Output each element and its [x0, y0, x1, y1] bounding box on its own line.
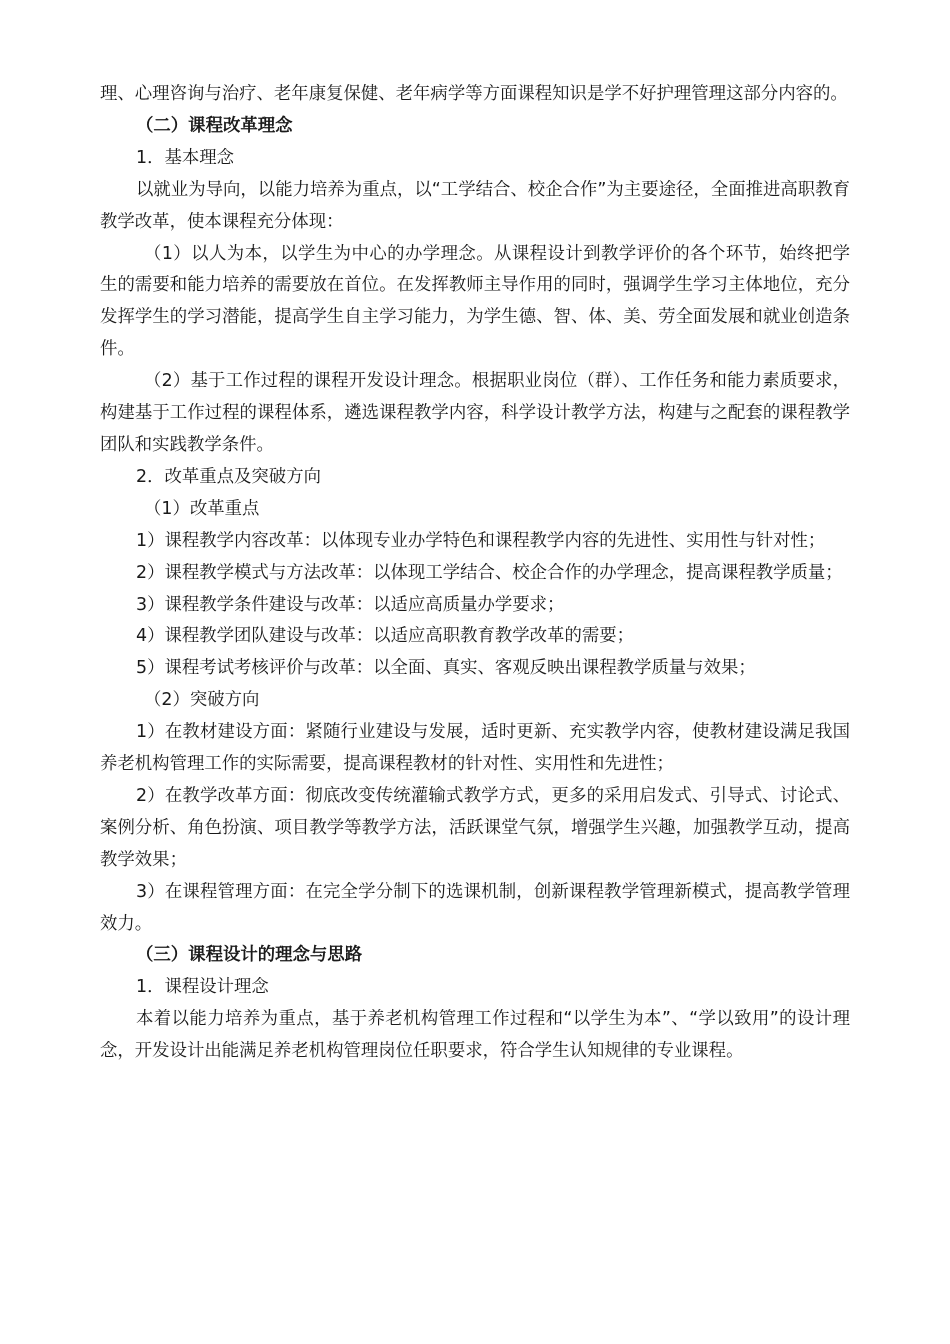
paragraph-work-process: （2）基于工作过程的课程开发设计理念。根据职业岗位（群）、工作任务和能力素质要求，构建基于工作过程的课程体系，遴选课程教学内容，科学设计教学方法，构建与之配套的课程教学团队和实践教学条件。	[100, 371, 850, 455]
list-item-condition-reform: 3）课程教学条件建设与改革：以适应高质量办学要求；	[136, 594, 565, 615]
subheading-basic-concept: 1．基本理念	[136, 147, 235, 168]
subheading-design-concept: 1．课程设计理念	[136, 977, 269, 998]
paragraph-people-oriented: （1）以人为本，以学生为中心的办学理念。从课程设计到教学评价的各个环节，始终把学生的需要和能力培养的需要放在首位。在发挥教师主导作用的同时，强调学生学习主体地位，充分发挥学生的学习潜能，提高学生自主学习能力，为学生德、智、体、美、劳全面发展和就业创造条件。	[100, 243, 850, 360]
list-item-teaching: 2）在教学改革方面：彻底改变传统灌输式教学方式，更多的采用启发式、引导式、讨论式、案例分析、角色扮演、项目教学等教学方法，活跃课堂气氛，增强学生兴趣，加强教学互动，提高教学效果；	[100, 785, 850, 870]
list-item-team-reform: 4）课程教学团队建设与改革：以适应高职教育教学改革的需要；	[136, 626, 635, 647]
list-heading-reform-key: （1）改革重点	[144, 498, 260, 519]
document-page	[100, 79, 850, 1068]
list-item-management: 3）在课程管理方面：在完全学分制下的选课机制，创新课程教学管理新模式，提高教学管理效力。	[100, 881, 850, 934]
list-item-content-reform: 1）课程教学内容改革：以体现专业办学特色和课程教学内容的先进性、实用性与针对性；	[136, 530, 826, 551]
section-heading-2: （二）课程改革理念	[136, 115, 293, 136]
paragraph-continuation: 理、心理咨询与治疗、老年康复保健、老年病学等方面课程知识是学不好护理管理这部分内容的。	[100, 84, 848, 104]
list-item-mode-reform: 2）课程教学模式与方法改革：以体现工学结合、校企合作的办学理念，提高课程教学质量；	[136, 562, 843, 583]
list-item-exam-reform: 5）课程考试考核评价与改革：以全面、真实、客观反映出课程教学质量与效果；	[136, 658, 756, 679]
subheading-reform-focus: 2．改革重点及突破方向	[136, 466, 321, 487]
paragraph-orientation: 以就业为导向，以能力培养为重点，以“工学结合、校企合作”为主要途径，全面推进高职教育教学改革，使本课程充分体现：	[100, 179, 850, 232]
section-heading-3: （三）课程设计的理念与思路	[136, 945, 363, 966]
list-item-textbook: 1）在教材建设方面：紧随行业建设与发展，适时更新、充实教学内容，使教材建设满足我国养老机构管理工作的实际需要，提高课程教材的针对性、实用性和先进性；	[100, 722, 850, 775]
list-heading-breakthrough: （2）突破方向	[144, 690, 260, 711]
paragraph-design-concept: 本着以能力培养为重点，基于养老机构管理工作过程和“以学生为本”、“学以致用”的设计理念，开发设计出能满足养老机构管理岗位任职要求，符合学生认知规律的专业课程。	[100, 1009, 850, 1062]
